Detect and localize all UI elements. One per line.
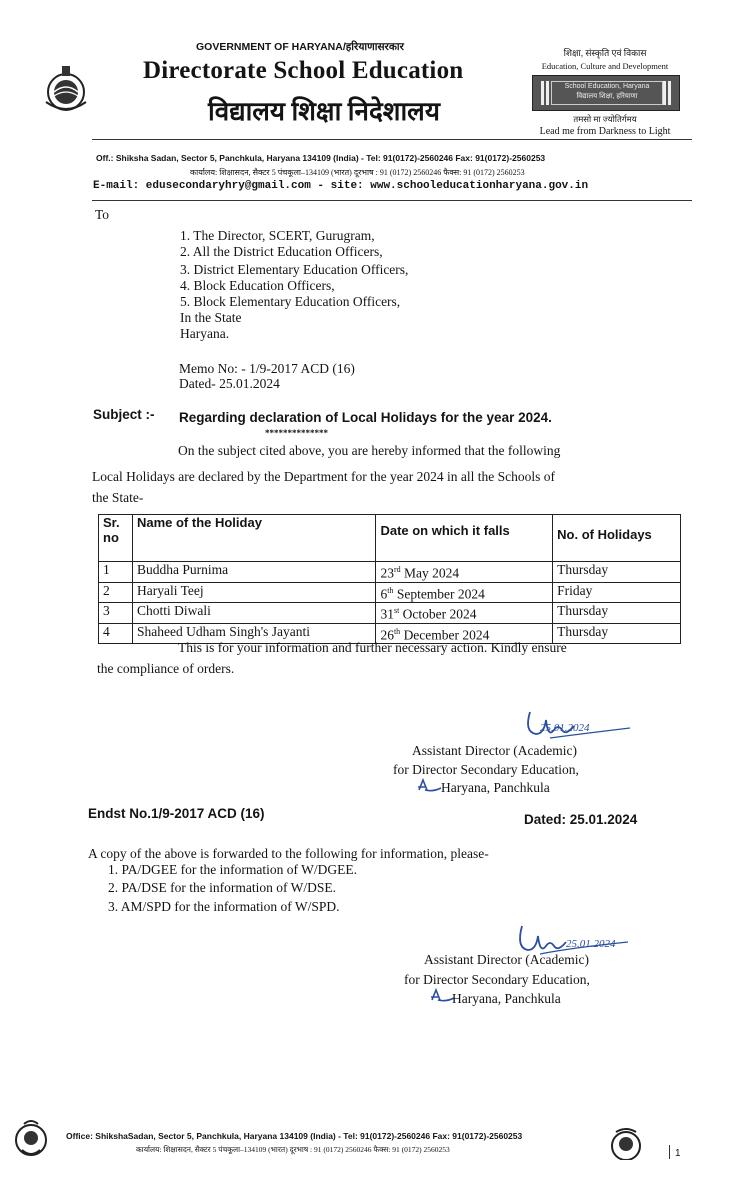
table-row (99, 582, 681, 603)
logo-line-2: विद्यालय शिक्षा, हरियाणा (576, 93, 638, 100)
mascot-logo-icon (606, 1126, 646, 1160)
copy-item-3: 3. AM/SPD for the information of W/SPD. (108, 899, 340, 914)
row-date (376, 603, 553, 624)
row-weekday: Friday (553, 582, 681, 603)
handwritten-date-1: 25.01.2024 (540, 722, 590, 734)
motto-english: Lead me from Darkness to Light (539, 126, 671, 137)
date-day: 26 (380, 627, 394, 642)
row-holiday-name: Shaheed Udham Singh's Jayanti (132, 623, 375, 644)
school-education-logo (532, 75, 680, 111)
logo-line-1: School Education, Haryana (564, 83, 650, 90)
page-number: 1 (675, 1148, 681, 1159)
page-divider (669, 1145, 670, 1159)
header-no-of-holidays: No. of Holidays (553, 515, 681, 562)
memo-number: Memo No: - 1/9-2017 ACD (16) (179, 361, 355, 376)
date-suffix: th (387, 585, 394, 595)
addressee-1: 1. The Director, SCERT, Gurugram, (180, 228, 375, 243)
date-month-year: December 2024 (400, 627, 490, 642)
subject-underline-stars: ************** (265, 428, 328, 438)
addressee-2: 2. All the District Education Officers, (180, 244, 383, 259)
right-english-tagline: Education, Culture and Development (541, 61, 669, 71)
date-day: 31 (380, 606, 394, 622)
signatory-for-line-2: for Director Secondary Education, (404, 972, 590, 987)
handwritten-date-2: 25.01.2024 (566, 938, 616, 950)
row-sr: 2 (99, 582, 133, 603)
date-suffix: th (393, 626, 401, 636)
date-day: 6 (380, 586, 388, 601)
copy-item-2: 2. PA/DSE for the information of W/DSE. (108, 880, 336, 895)
header-date: Date on which it falls (376, 515, 553, 562)
table-header-row (99, 515, 681, 562)
directorate-title-hindi: विद्यालय शिक्षा निदेशालय (208, 97, 440, 126)
footer-office-address-hindi: कार्यालय: शिक्षासदन, सैक्टर 5 पंचकूला–134109 (भारत) दूरभाष : 91 (0172) 2560246 फैक्स: 91 (0172) 2560253 (136, 1145, 450, 1154)
footer-office-address: Office: ShikshaSadan, Sector 5, Panchkula, Haryana 134109 (India) - Tel: 91(0172)-2560246 Fax: 91(0172)-2560253 (66, 1131, 523, 1141)
row-weekday: Thursday (553, 562, 681, 583)
table-row (99, 603, 681, 624)
right-header-block (530, 46, 680, 137)
addressee-5: 5. Block Elementary Education Officers, (180, 294, 401, 309)
closing-line-2: the compliance of orders. (97, 661, 235, 676)
header-sr-no: Sr. no (99, 515, 133, 562)
header-bottom-divider (92, 200, 692, 201)
row-sr: 1 (99, 562, 133, 583)
to-label: To (95, 207, 110, 222)
closing-line-1: This is for your information and further necessary action. Kindly ensure (178, 640, 567, 655)
office-address-hindi: कार्यालय: शिक्षासदन, सैक्टर 5 पंचकूला–134109 (भारत) दूरभाष : 91 (0172) 2560246 फैक्स: 91 (0172) 2560253 (190, 168, 525, 177)
memo-date: Dated- 25.01.2024 (179, 376, 280, 391)
haryana-emblem-icon (40, 62, 92, 114)
holidays-table (98, 514, 681, 644)
paragraph-line-3: the State- (92, 490, 144, 505)
date-month-year: October 2024 (399, 606, 477, 622)
header-divider (92, 139, 692, 140)
signatory-place-1: Haryana, Panchkula (441, 780, 550, 795)
directorate-title: Directorate School Education (143, 57, 464, 84)
signatory-designation-1: Assistant Director (Academic) (412, 743, 577, 758)
addressee-3: 3. District Elementary Education Officers, (180, 262, 409, 277)
motto-hindi: तमसो मा ज्योतिर्गमय (573, 114, 637, 124)
right-hindi-tagline: शिक्षा, संस्कृति एवं विकास (563, 48, 647, 58)
table-row (99, 562, 681, 583)
paragraph-line-1: On the subject cited above, you are hereby informed that the following (178, 443, 561, 458)
date-month-year: September 2024 (393, 586, 485, 601)
paragraph-line-2: Local Holidays are declared by the Department for the year 2024 in all the Schools of (92, 469, 555, 484)
row-holiday-name: Buddha Purnima (132, 562, 375, 583)
row-weekday: Thursday (553, 623, 681, 644)
office-address: Off.: Shiksha Sadan, Sector 5, Panchkula, Haryana 134109 (India) - Tel: 91(0172)-2560246 Fax: 91(0172)-2560253 (96, 153, 546, 163)
subject-text: Regarding declaration of Local Holidays for the year 2024. (179, 410, 552, 425)
date-day: 23 (380, 565, 394, 581)
addressee-state: In the State (180, 310, 242, 325)
row-holiday-name: Haryali Teej (132, 582, 375, 603)
row-weekday: Thursday (553, 603, 681, 624)
signatory-designation-2: Assistant Director (Academic) (424, 952, 589, 967)
subject-label: Subject :- (93, 407, 155, 422)
row-sr: 3 (99, 603, 133, 624)
row-holiday-name: Chotti Diwali (132, 603, 375, 624)
header-holiday-name: Name of the Holiday (132, 515, 375, 562)
mascot-logo-icon (14, 1118, 48, 1158)
endorsement-date: Dated: 25.01.2024 (524, 812, 638, 827)
copy-intro: A copy of the above is forwarded to the following for information, please- (88, 846, 489, 861)
addressee-haryana: Haryana. (180, 326, 230, 341)
date-suffix: st (393, 606, 400, 615)
government-line: GOVERNMENT OF HARYANA/हरियाणासरकार (196, 41, 404, 53)
date-month-year: May 2024 (400, 565, 460, 581)
copy-item-1: 1. PA/DGEE for the information of W/DGEE. (108, 862, 357, 877)
endorsement-number: Endst No.1/9-2017 ACD (16) (88, 806, 265, 821)
row-date (376, 582, 553, 603)
addressee-4: 4. Block Education Officers, (180, 278, 335, 293)
date-suffix: rd (393, 565, 401, 574)
signatory-place-2: Haryana, Panchkula (452, 991, 561, 1006)
row-date (376, 562, 553, 583)
signatory-for-line-1: for Director Secondary Education, (393, 762, 579, 777)
row-sr: 4 (99, 623, 133, 644)
email-site-line: E-mail: edusecondaryhry@gmail.com - site: www.schooleducationharyana.gov.in (93, 180, 589, 192)
initials-mark-1 (415, 778, 443, 794)
